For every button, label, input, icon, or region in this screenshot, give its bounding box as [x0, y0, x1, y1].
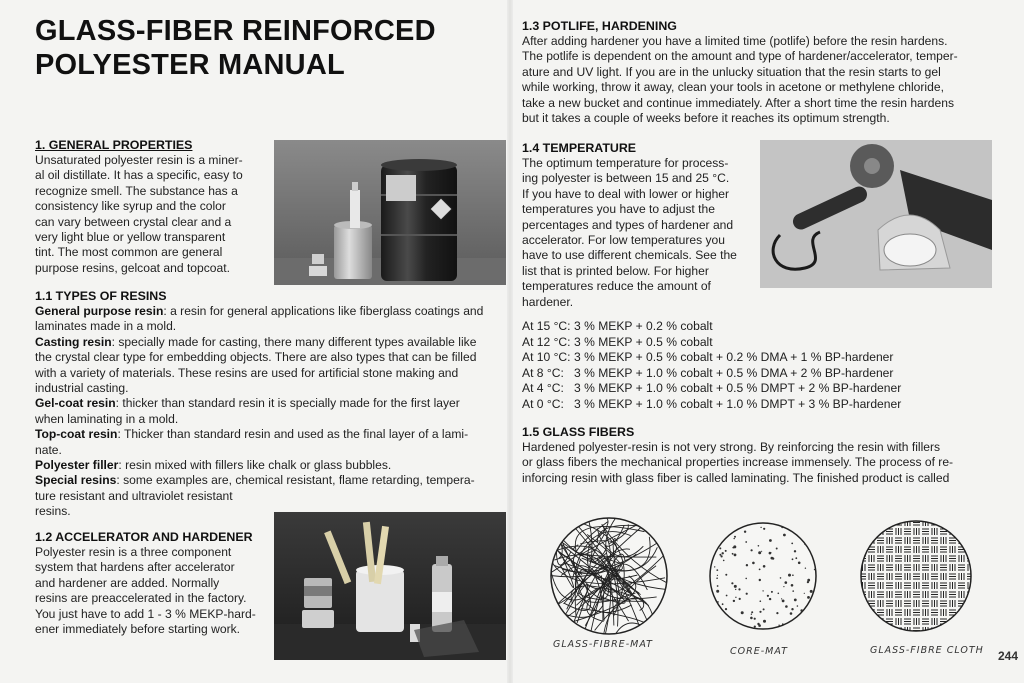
core-dot — [752, 562, 755, 565]
text-line: The potlife is dependent on the amount and type of hardener/accelerator, temper- — [522, 49, 958, 64]
mix-recipe: 3 % MEKP + 1.0 % cobalt + 1.0 % DMPT + 3 % BP-hardener — [574, 396, 902, 411]
weave-cell — [941, 519, 946, 526]
section-body — [522, 440, 992, 486]
mix-temp: At 15 °C: — [522, 319, 571, 333]
resin-term: Special resins — [35, 473, 117, 488]
book-spine — [507, 0, 513, 683]
resin-drums-photo — [274, 140, 506, 285]
core-dot — [761, 551, 762, 552]
weave-cell — [860, 528, 865, 535]
text-line: resins. — [35, 504, 71, 519]
text-line: or glass fibers the mechanical properties increase immensely. The process of re- — [522, 455, 954, 470]
core-dot — [717, 585, 719, 587]
core-dot — [802, 523, 803, 524]
core-dot — [732, 553, 734, 555]
weave-cell — [877, 628, 884, 633]
resin-entry-casting — [35, 335, 505, 350]
text-line: : specially made for casting, there many different types available like — [111, 334, 477, 349]
core-dot — [719, 547, 721, 549]
weave-cell — [887, 627, 892, 634]
text-line: : some examples are, chemical resistant, flame retarding, tempera- — [116, 473, 475, 488]
text-line: After adding hardener you have a limited time (potlife) before the resin hardens. — [522, 34, 948, 48]
core-dot — [757, 623, 759, 625]
weave-cell — [859, 520, 866, 525]
resin-term: Polyester filler — [35, 458, 119, 473]
text-line: purpose resins, gelcoat and topcoat. — [35, 260, 230, 275]
core-dot — [792, 590, 794, 592]
mix-temp: At 4 °C: — [522, 381, 564, 395]
core-dot — [734, 554, 737, 557]
section-heading: 1.5 GLASS FIBERS — [522, 425, 635, 439]
text-line: system that hardens after accelerator — [35, 560, 235, 575]
text-line: ature and UV light. If you are in the unlucky situation that the resin starts to gel — [522, 64, 941, 79]
weave-cell — [869, 627, 874, 634]
core-dot — [746, 564, 748, 566]
core-dot — [745, 541, 747, 543]
core-dot — [763, 565, 766, 568]
core-dot — [734, 536, 736, 538]
core-dot — [792, 574, 794, 576]
text-line: ing polyester is between 15 and 25 °C. — [522, 171, 730, 186]
text-line: : a resin for general applications like fiberglass coatings and — [163, 304, 484, 318]
core-dot — [734, 538, 735, 539]
core-dot — [782, 623, 784, 625]
weave-cell — [868, 529, 875, 534]
core-dot — [725, 574, 727, 576]
resin-term: Casting resin — [35, 334, 112, 349]
core-dot — [721, 520, 724, 523]
core-dot — [770, 552, 771, 553]
resin-entry-filler — [35, 458, 505, 473]
core-dot — [785, 581, 788, 584]
weave-cell — [941, 627, 946, 634]
text-line: have to use different chemicals. See the — [522, 248, 737, 263]
core-dot — [707, 544, 709, 547]
text-line: Hardened polyester-resin is not very strong. By reinforcing the resin with fillers — [522, 440, 941, 454]
core-dot — [771, 557, 774, 560]
core-dot — [804, 593, 805, 594]
weave-cell — [859, 610, 866, 615]
resin-entry-general — [35, 304, 505, 319]
core-dot — [732, 547, 734, 549]
core-dot — [714, 566, 715, 567]
core-dot — [783, 534, 786, 537]
resin-term: Top-coat resin — [35, 427, 118, 442]
core-dot — [763, 528, 765, 530]
text-line: recognize smell. The substance has a — [35, 183, 238, 198]
mix-row — [522, 397, 901, 413]
text-line: take a new bucket and continue immediately. After a short time the resin hardens — [522, 95, 955, 110]
core-dot — [719, 554, 721, 556]
hardener-products-photo — [274, 512, 506, 660]
core-dot — [725, 550, 727, 552]
core-dot — [791, 543, 793, 545]
text-line: consistency like syrup and the color — [35, 199, 226, 214]
text-line: laminates made in a mold. — [35, 319, 177, 334]
core-dot — [800, 626, 802, 628]
text-line: can vary between crystal clear and a — [35, 214, 232, 229]
core-dot — [805, 568, 806, 569]
core-dot — [707, 628, 709, 630]
section-accelerator-hardener — [35, 530, 270, 637]
core-dot — [767, 595, 769, 597]
weave-cell — [959, 519, 964, 526]
weave-cell — [887, 519, 892, 526]
section-body — [35, 304, 505, 520]
core-dot — [717, 622, 720, 625]
core-dot — [790, 612, 793, 615]
weave-cell — [949, 520, 956, 525]
title-line-2: POLYESTER MANUAL — [35, 49, 345, 81]
section-general-properties — [35, 138, 265, 276]
core-dot — [708, 548, 711, 551]
weave-cell — [958, 619, 965, 624]
mix-recipe: 3 % MEKP + 1.0 % cobalt + 0.5 % DMPT + 2 % BP-hardener — [574, 381, 902, 395]
core-dot — [751, 611, 753, 613]
text-line: resins are preaccelerated in the factory. — [35, 591, 247, 606]
core-dot — [760, 600, 762, 602]
core-dot — [763, 620, 766, 623]
core-dot — [726, 595, 728, 597]
core-dot — [716, 590, 719, 593]
core-dot — [762, 590, 763, 591]
section-body — [35, 545, 270, 637]
text-line: : thicker than standard resin it is specially made for the first layer — [115, 396, 460, 411]
core-dot — [818, 521, 819, 522]
title-line-1: GLASS-FIBER REINFORCED — [35, 15, 436, 47]
core-dot — [782, 600, 785, 603]
core-dot — [778, 625, 779, 626]
core-dot — [795, 557, 797, 559]
resin-term: General purpose resin — [35, 304, 164, 318]
text-line: accelerator. For low temperatures you — [522, 233, 725, 248]
core-dot — [744, 531, 746, 533]
core-dot — [797, 605, 799, 607]
page-title — [35, 14, 436, 82]
glass-fibre-mat-label: GLASS-FIBRE-MAT — [553, 639, 653, 650]
core-dot — [794, 599, 797, 602]
core-dot — [788, 574, 791, 577]
core-dot — [750, 617, 753, 620]
core-dot — [776, 612, 778, 614]
core-dot — [759, 579, 761, 581]
weave-cell — [859, 628, 866, 633]
mix-row — [522, 381, 901, 397]
core-dot — [707, 566, 709, 568]
core-dot — [795, 630, 796, 631]
core-dot — [751, 614, 752, 615]
weave-cell — [859, 538, 866, 543]
core-dot — [771, 591, 773, 593]
weave-cell — [869, 519, 874, 526]
mix-temp: At 10 °C: — [522, 350, 571, 364]
text-line: You just have to add 1 - 3 % MEKP-hard- — [35, 606, 256, 621]
mix-recipe: 3 % MEKP + 0.5 % cobalt — [574, 334, 713, 349]
core-dot — [723, 560, 725, 562]
core-dot — [785, 629, 786, 630]
core-dot — [810, 590, 813, 593]
text-line: ture resistant and ultraviolet resistant — [35, 488, 233, 503]
section-potlife-hardening — [522, 19, 992, 126]
core-dot — [784, 521, 787, 524]
text-line: hardener. — [522, 294, 574, 309]
weave-cell — [860, 600, 865, 607]
section-heading: 1.4 TEMPERATURE — [522, 141, 637, 155]
weave-cell — [968, 528, 973, 535]
weave-cell — [968, 546, 973, 553]
glass-fibre-mat-drawing — [548, 515, 670, 637]
weave-cell — [958, 529, 965, 534]
section-glass-fibers — [522, 425, 992, 486]
text-line: Unsaturated polyester resin is a miner- — [35, 153, 243, 167]
core-dot — [738, 588, 740, 590]
section-heading: 1.3 POTLIFE, HARDENING — [522, 19, 677, 33]
text-line: industrial casting. — [35, 381, 129, 396]
glass-fibre-cloth-label: GLASS-FIBRE CLOTH — [870, 645, 984, 656]
text-line: temperatures you have to adjust the — [522, 202, 715, 217]
core-dot — [815, 560, 817, 562]
core-dot — [735, 589, 736, 590]
core-dot — [754, 618, 756, 620]
core-dot — [792, 558, 794, 560]
weave-cell — [967, 520, 974, 525]
core-dot — [814, 545, 817, 548]
core-dot — [735, 597, 736, 598]
core-dot — [791, 522, 793, 524]
core-dot — [725, 608, 727, 610]
text-line: the crystal clear type for embedding objects. There are also types that can be filled — [35, 350, 477, 365]
weave-cell — [949, 628, 956, 633]
core-dot — [759, 569, 761, 571]
resin-entry-gelcoat — [35, 396, 505, 411]
section-types-of-resins — [35, 289, 505, 520]
text-line: very light blue or yellow transparent — [35, 230, 226, 245]
core-dot — [707, 542, 709, 544]
weave-cell — [868, 619, 875, 624]
core-dot — [746, 593, 748, 595]
weave-cell — [967, 628, 974, 633]
core-dot — [769, 539, 772, 542]
text-line: : Thicker than standard resin and used as the final layer of a lami- — [117, 427, 469, 442]
core-dot — [708, 608, 709, 609]
core-mat-drawing — [707, 520, 819, 632]
mix-recipe: 3 % MEKP + 1.0 % cobalt + 0.5 % DMA + 2 % BP-hardener — [574, 365, 894, 380]
core-dot — [731, 582, 733, 584]
core-dot — [764, 630, 765, 631]
text-line: inforcing resin with glass fiber is called laminating. The finished product is called — [522, 470, 950, 485]
text-line: list that is printed below. For higher — [522, 263, 709, 278]
mix-row — [522, 335, 901, 351]
core-dot — [726, 527, 727, 528]
core-dot — [745, 578, 747, 580]
core-dot — [815, 619, 817, 621]
core-dot — [769, 598, 771, 600]
core-dot — [722, 552, 724, 554]
mix-row — [522, 366, 901, 382]
text-line: Polyester resin is a three component — [35, 545, 232, 559]
core-dot — [811, 546, 814, 549]
core-dot — [810, 614, 813, 617]
core-dot — [816, 539, 817, 540]
weave-cell — [877, 520, 884, 525]
text-line: The optimum temperature for process- — [522, 156, 729, 170]
text-line: nate. — [35, 442, 62, 457]
core-dot — [817, 549, 818, 550]
core-dot — [778, 593, 780, 595]
core-dot — [741, 611, 744, 614]
text-line: al oil distillate. It has a specific, easy to — [35, 168, 243, 183]
text-line: temperatures reduce the amount of — [522, 279, 711, 294]
core-dot — [794, 550, 796, 552]
section-body — [522, 34, 992, 126]
core-dot — [734, 585, 737, 588]
core-dot — [781, 598, 782, 599]
text-line: ener immediately before starting work. — [35, 622, 241, 637]
section-body — [522, 156, 754, 310]
core-dot — [739, 598, 741, 600]
mix-recipe: 3 % MEKP + 0.5 % cobalt + 0.2 % DMA + 1 % BP-hardener — [574, 350, 894, 364]
core-dot — [716, 569, 718, 571]
core-dot — [720, 532, 722, 534]
resin-entry-special — [35, 473, 505, 488]
page-number: 244 — [998, 649, 1019, 663]
core-dot — [718, 617, 720, 619]
text-line: but it takes a couple of weeks before it reaches its optimum strength. — [522, 111, 890, 126]
weave-cell — [860, 546, 865, 553]
core-mat-label: CORE-MAT — [730, 646, 788, 657]
text-line: tint. The most common are general — [35, 245, 223, 260]
core-dot — [814, 608, 817, 611]
text-line: while working, throw it away, clean your tools in acetone or methylene chloride, — [522, 80, 944, 95]
section-heading: 1.2 ACCELERATOR AND HARDENER — [35, 530, 253, 544]
core-dot — [758, 551, 761, 554]
mix-temp: At 8 °C: — [522, 365, 564, 380]
section-heading: 1. GENERAL PROPERTIES — [35, 138, 193, 152]
core-dot — [815, 528, 818, 531]
core-dot — [783, 586, 784, 587]
mix-row — [522, 319, 901, 335]
section-body — [35, 153, 265, 276]
core-dot — [763, 608, 765, 610]
core-dot — [763, 520, 765, 522]
core-dot — [759, 611, 761, 613]
safety-gear-photo — [760, 140, 992, 288]
core-dot — [708, 540, 710, 542]
core-dot — [714, 544, 715, 545]
mix-temp: At 0 °C: — [522, 396, 564, 411]
core-dot — [714, 520, 716, 522]
section-temperature — [522, 141, 754, 310]
mix-temp: At 12 °C: — [522, 334, 571, 349]
weave-cell — [967, 610, 974, 615]
core-dot — [751, 549, 753, 551]
mix-recipe: 3 % MEKP + 0.2 % cobalt — [574, 319, 713, 333]
glass-fibre-cloth-drawing — [858, 518, 974, 634]
core-dot — [809, 538, 811, 540]
section-heading: 1.1 TYPES OF RESINS — [35, 289, 167, 303]
hardener-mix-table — [522, 319, 901, 412]
core-dot — [791, 608, 793, 610]
core-dot — [709, 543, 711, 545]
weave-cell — [968, 600, 973, 607]
core-dot — [809, 530, 811, 532]
core-dot — [760, 527, 761, 528]
mix-row — [522, 350, 901, 366]
core-dot — [717, 575, 718, 576]
core-dot — [716, 577, 718, 579]
text-line: when laminating in a mold. — [35, 411, 179, 426]
core-dot — [813, 520, 815, 521]
core-dot — [810, 523, 813, 526]
core-dot — [807, 579, 810, 582]
text-line: with a variety of materials. These resins are used for artificial stone making and — [35, 365, 459, 380]
core-dot — [807, 596, 810, 599]
core-dot — [776, 548, 778, 550]
core-dot — [808, 532, 810, 534]
resin-entry-topcoat — [35, 427, 505, 442]
text-line: and hardener are added. Normally — [35, 575, 220, 590]
text-line: If you have to deal with lower or higher — [522, 186, 730, 201]
weave-cell — [968, 618, 973, 625]
core-dot — [722, 603, 724, 605]
core-dot — [814, 569, 816, 571]
core-dot — [780, 577, 782, 579]
core-dot — [758, 545, 760, 547]
weave-cell — [860, 618, 865, 625]
core-dot — [791, 584, 794, 587]
resin-term: Gel-coat resin — [35, 396, 116, 411]
text-line: : resin mixed with fillers like chalk or glass bubbles. — [118, 458, 392, 473]
weave-cell — [959, 627, 964, 634]
text-line: percentages and types of hardener and — [522, 217, 734, 232]
weave-cell — [967, 538, 974, 543]
core-dot — [798, 562, 801, 565]
core-dot — [754, 626, 756, 628]
core-dot — [733, 600, 735, 602]
core-dot — [785, 605, 788, 608]
core-dot — [717, 601, 719, 603]
